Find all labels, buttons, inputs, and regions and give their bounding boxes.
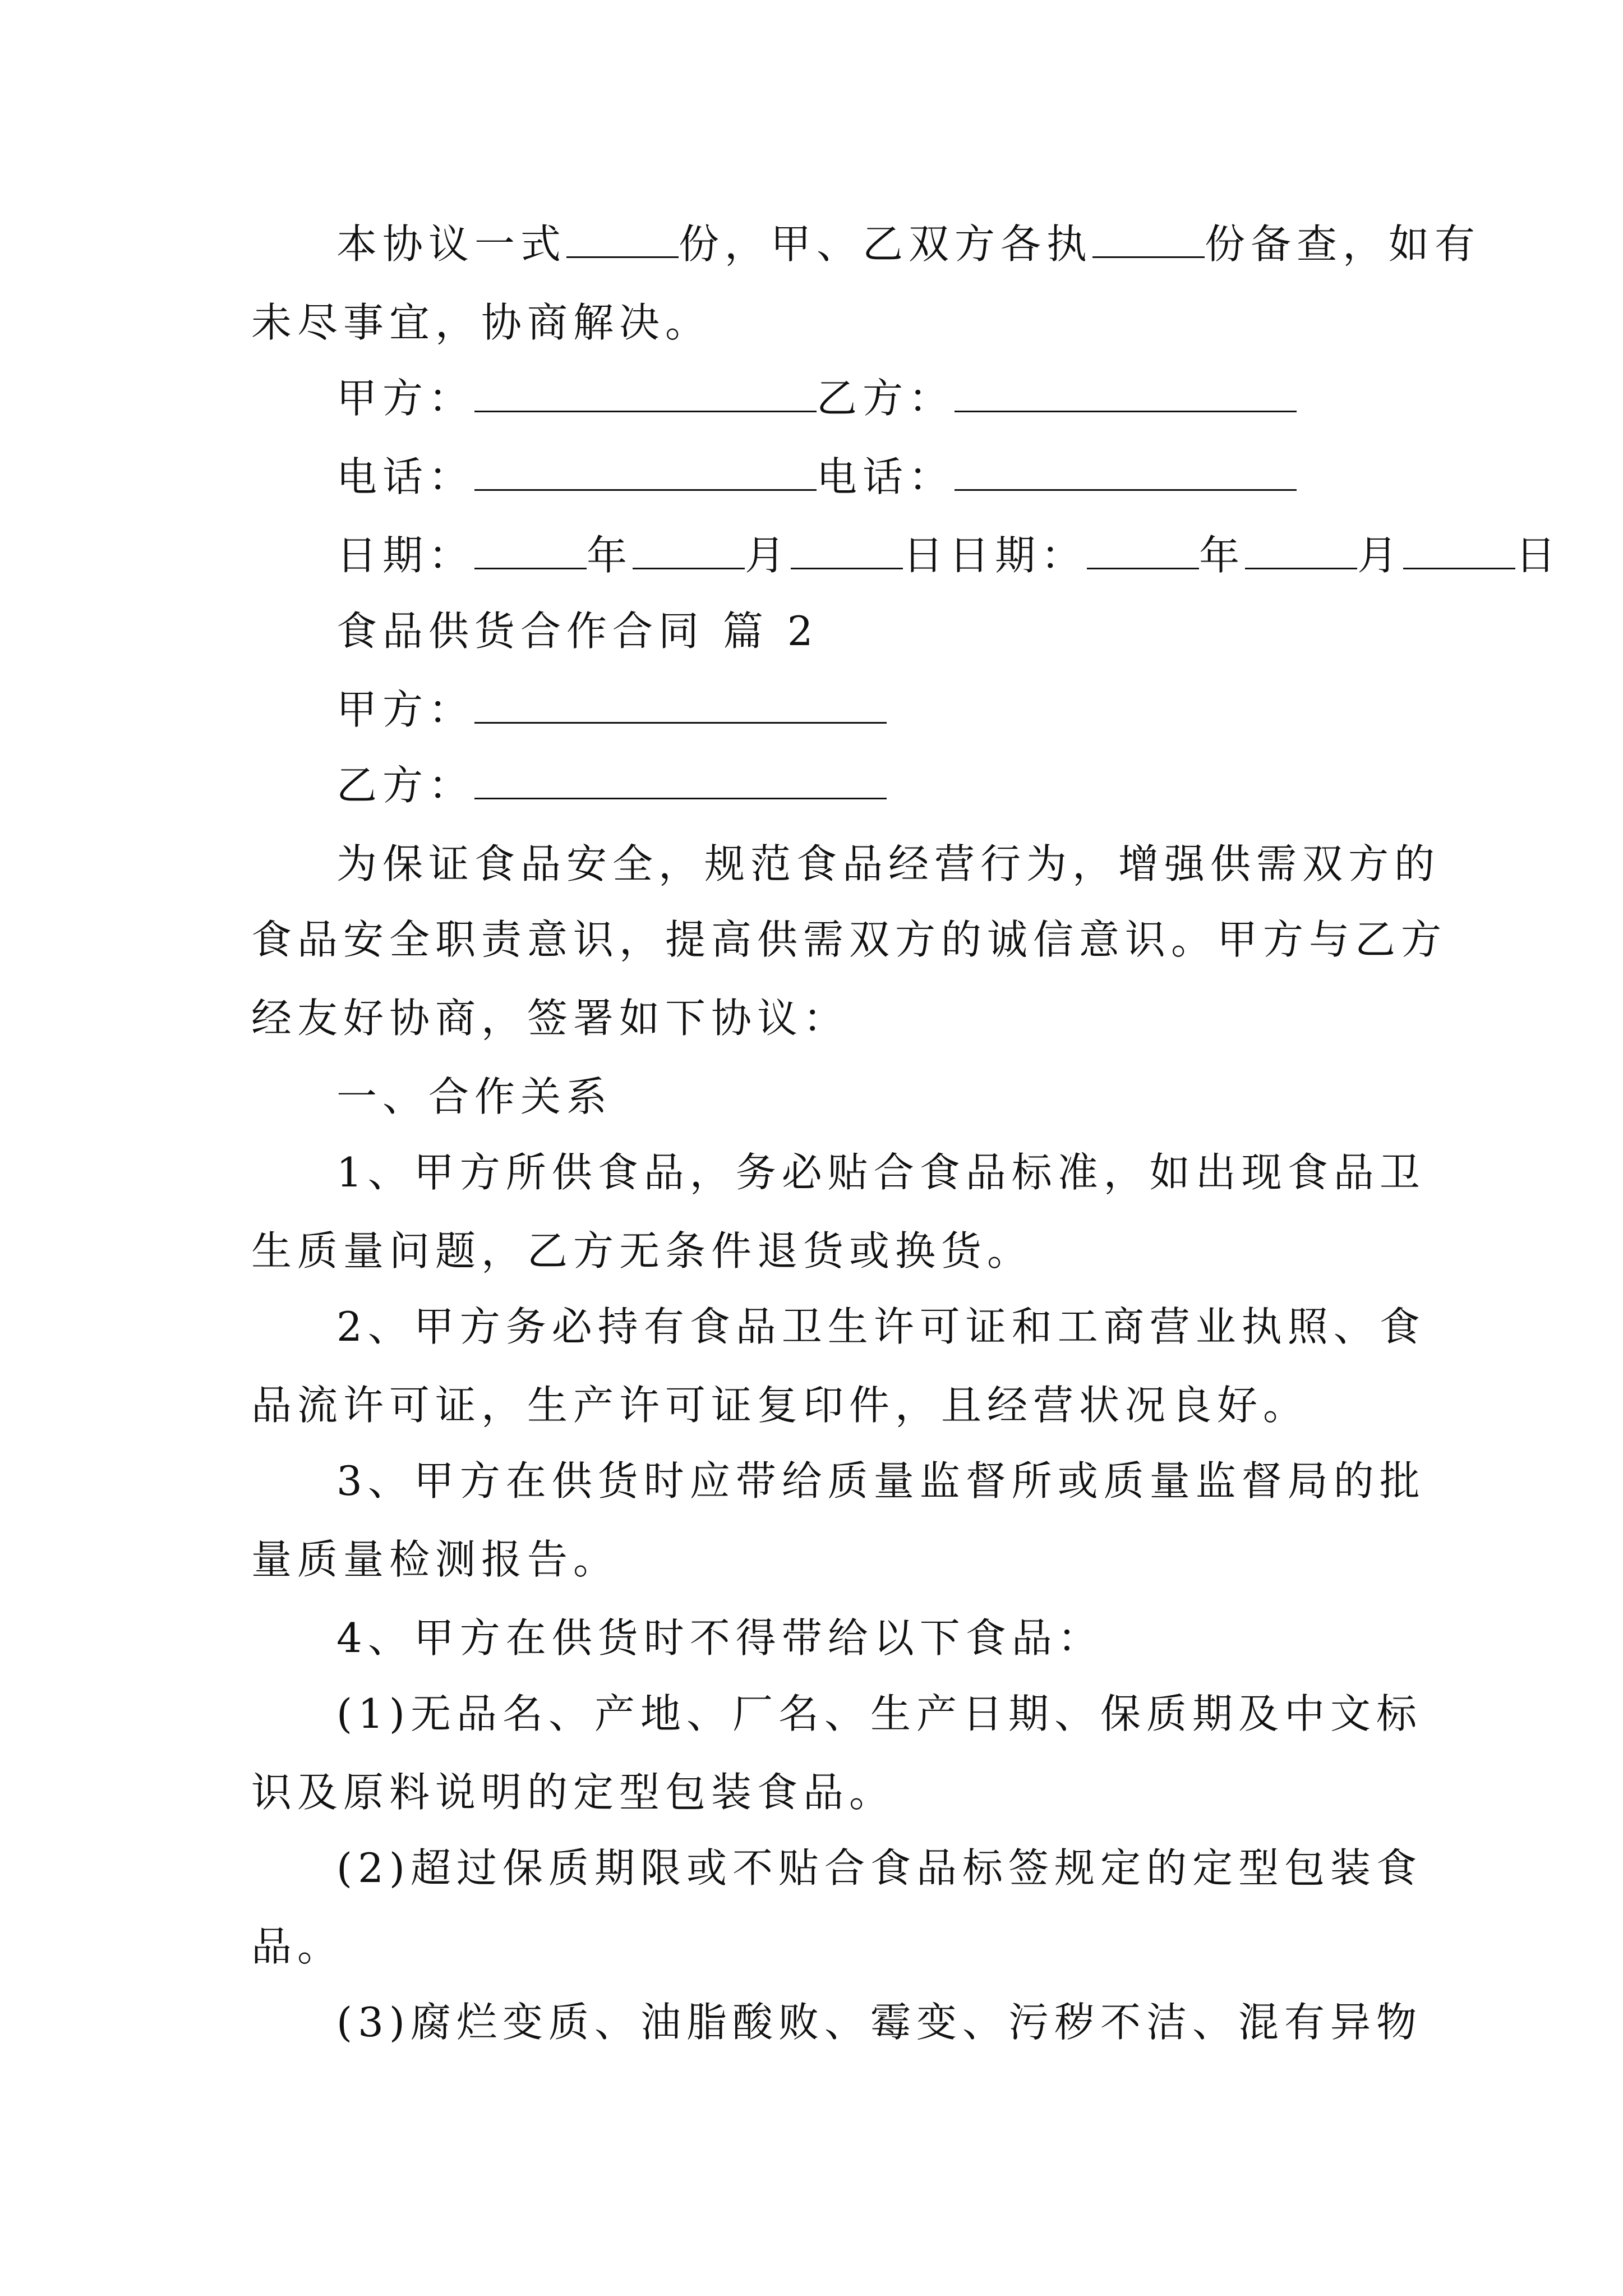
phone-b-label: 电话：	[817, 453, 955, 500]
item-3-line-2: 量质量检测报告。	[251, 1536, 620, 1583]
date-b-day-blank	[1403, 528, 1515, 569]
party-a-label: 甲方：	[336, 375, 475, 422]
phone-a-blank	[474, 450, 817, 491]
party-b-blank	[955, 371, 1297, 412]
subitem-1-line-1: (1)无品名、产地、厂名、生产日期、保质期及中文标	[336, 1690, 1422, 1737]
subitem-1-line-2: 识及原料说明的定型包装食品。	[251, 1769, 896, 1816]
date-b-day-label: 日	[1515, 532, 1562, 579]
signature-date-row	[336, 527, 1561, 583]
closing-text-b: 份，甲、乙双方各执	[679, 220, 1093, 268]
phone-a-label: 电话：	[336, 453, 475, 500]
signature-party-row	[336, 370, 1297, 426]
section2-party-b-row	[336, 757, 887, 813]
date-a-day-label: 日	[903, 532, 949, 579]
date-a-day-blank	[791, 528, 903, 569]
phone-b-blank	[955, 450, 1297, 491]
date-a-label: 日期：	[336, 532, 475, 579]
copies-blank	[566, 217, 679, 258]
item-1-line-1: 1、甲方所供食品，务必贴合食品标准，如出现食品卫	[336, 1149, 1426, 1196]
intro-line-2: 食品安全职责意识，提高供需双方的诚信意识。甲方与乙方	[251, 916, 1447, 963]
copies-each-blank	[1092, 217, 1205, 258]
party-b-label: 乙方：	[817, 375, 955, 422]
section2-party-a-row	[336, 682, 887, 738]
date-b-month-blank	[1245, 528, 1357, 569]
closing-text-a: 本协议一式	[336, 220, 567, 268]
party-a-blank	[474, 371, 817, 412]
date-b-label: 日期：	[949, 532, 1087, 579]
intro-line-3: 经友好协商，签署如下协议：	[251, 995, 850, 1042]
item-1-line-2: 生质量问题，乙方无条件退货或换货。	[251, 1227, 1034, 1274]
section2-party-b-label: 乙方：	[336, 762, 475, 809]
closing-line-2: 未尽事宜，协商解决。	[251, 299, 712, 346]
date-a-year-blank	[474, 528, 587, 569]
closing-text-c: 份备查，如有	[1205, 220, 1481, 268]
intro-line-1: 为保证食品安全，规范食品经营行为，增强供需双方的	[336, 840, 1441, 887]
signature-phone-row	[336, 449, 1297, 505]
item-2-line-2: 品流许可证，生产许可证复印件，且经营状况良好。	[251, 1382, 1310, 1429]
subitem-2-line-2: 品。	[251, 1923, 344, 1970]
section-title: 食品供货合作合同 篇 2	[336, 608, 819, 655]
heading-cooperation: 一、合作关系	[336, 1073, 613, 1120]
item-2-line-1: 2、甲方务必持有食品卫生许可证和工商营业执照、食	[336, 1303, 1426, 1350]
date-a-year-label: 年	[587, 532, 633, 579]
section2-party-a-label: 甲方：	[336, 686, 475, 733]
subitem-2-line-1: (2)超过保质期限或不贴合食品标签规定的定型包装食	[336, 1844, 1422, 1892]
date-b-year-label: 年	[1199, 532, 1246, 579]
date-b-month-label: 月	[1357, 532, 1404, 579]
date-b-year-blank	[1087, 528, 1199, 569]
date-a-month-label: 月	[745, 532, 791, 579]
closing-line-1	[336, 216, 1481, 272]
section2-party-b-blank	[474, 758, 887, 799]
item-4: 4、甲方在供货时不得带给以下食品：	[336, 1614, 1104, 1662]
date-a-month-blank	[633, 528, 745, 569]
subitem-3-line-1: (3)腐烂变质、油脂酸败、霉变、污秽不洁、混有异物	[336, 1999, 1422, 2046]
item-3-line-1: 3、甲方在供货时应带给质量监督所或质量监督局的批	[336, 1457, 1426, 1504]
section2-party-a-blank	[474, 683, 887, 724]
